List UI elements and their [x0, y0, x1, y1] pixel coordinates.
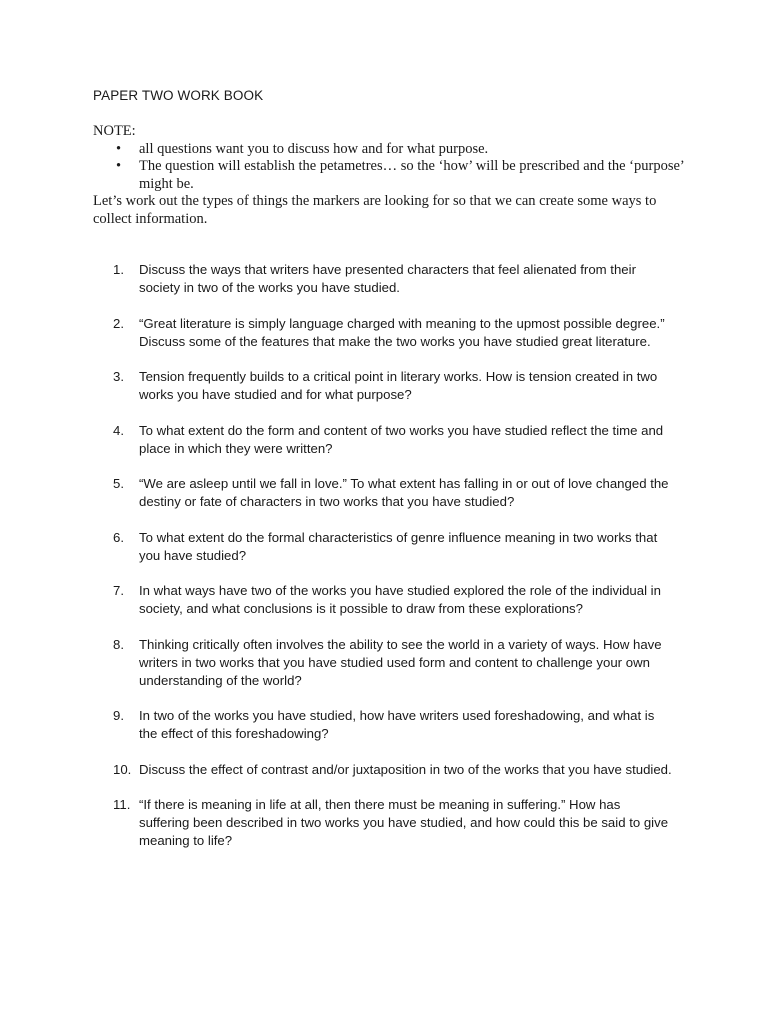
note-bullet-item — [93, 158, 693, 193]
bullet-icon: • — [116, 158, 122, 174]
question-number: 2. — [113, 315, 124, 331]
question-number: 10. — [113, 761, 132, 777]
question-number: 1. — [113, 262, 124, 277]
intro-text: Let’s work out the types of things the markers are looking for so that we can create some ways to collect information. — [93, 193, 657, 227]
note-bullet-item — [93, 141, 693, 159]
question-item — [113, 529, 673, 565]
question-number: 11. — [113, 797, 131, 812]
question-text: To what extent do the form and content of two works you have studied reflect the time and place in which they were written? — [139, 422, 664, 456]
question-item — [113, 422, 673, 458]
question-item — [113, 261, 673, 297]
question-text: Discuss the effect of contrast and/or juxtaposition in two of the works that you have studied. — [139, 761, 672, 777]
note-bullet-text: all questions want you to discuss how and for what purpose. — [139, 140, 489, 157]
question-item — [113, 582, 673, 618]
question-number: 4. — [113, 422, 124, 438]
question-item — [113, 707, 673, 743]
question-text: Tension frequently builds to a critical point in literary works. How is tension created in two works you have studied and for what purpose? — [139, 369, 658, 402]
note-bullet-list — [93, 141, 693, 194]
question-number: 7. — [113, 583, 124, 598]
question-number: 3. — [113, 369, 124, 384]
question-item — [113, 315, 673, 351]
note-block — [93, 123, 693, 228]
question-item — [113, 761, 673, 779]
question-item — [113, 475, 673, 511]
question-number: 9. — [113, 708, 124, 723]
question-number: 6. — [113, 529, 124, 545]
question-item — [113, 636, 673, 690]
question-text: “If there is meaning in life at all, then there must be meaning in suffering.” How has suffering been described in two works you have studied, and how could this be said to give meaning to life? — [139, 797, 669, 848]
question-item — [113, 368, 673, 404]
question-text: Thinking critically often involves the ability to see the world in a variety of ways. How have writers in two works that you have studied used form and content to challenge your own understanding of the world? — [139, 636, 662, 688]
bullet-icon: • — [116, 140, 122, 157]
page-title: PAPER TWO WORK BOOK — [93, 88, 264, 103]
question-text: “Great literature is simply language charged with meaning to the upmost possible degree.” Discuss some of the features that make the two works you have studied great literature. — [139, 315, 665, 349]
note-bullet-text: The question will establish the petametres… so the ‘how’ will be prescribed and the ‘purpose’ might be. — [139, 158, 684, 192]
question-text: In what ways have two of the works you have studied explored the role of the individual in society, and what conclusions is it possible to draw from these explorations? — [139, 583, 661, 616]
question-number: 8. — [113, 636, 124, 652]
question-text: To what extent do the formal characteristics of genre influence meaning in two works that you have studied? — [139, 529, 658, 563]
question-text: “We are asleep until we fall in love.” To what extent has falling in or out of love changed the destiny or fate of characters in two works that you have studied? — [139, 476, 669, 509]
question-number: 5. — [113, 476, 124, 491]
question-text: Discuss the ways that writers have presented characters that feel alienated from their society in two of the works you have studied. — [139, 262, 636, 295]
question-item — [113, 796, 673, 850]
question-list — [113, 261, 673, 868]
note-label: NOTE: — [93, 123, 136, 139]
question-text: In two of the works you have studied, how have writers used foreshadowing, and what is the effect of this foreshadowing? — [139, 708, 655, 741]
